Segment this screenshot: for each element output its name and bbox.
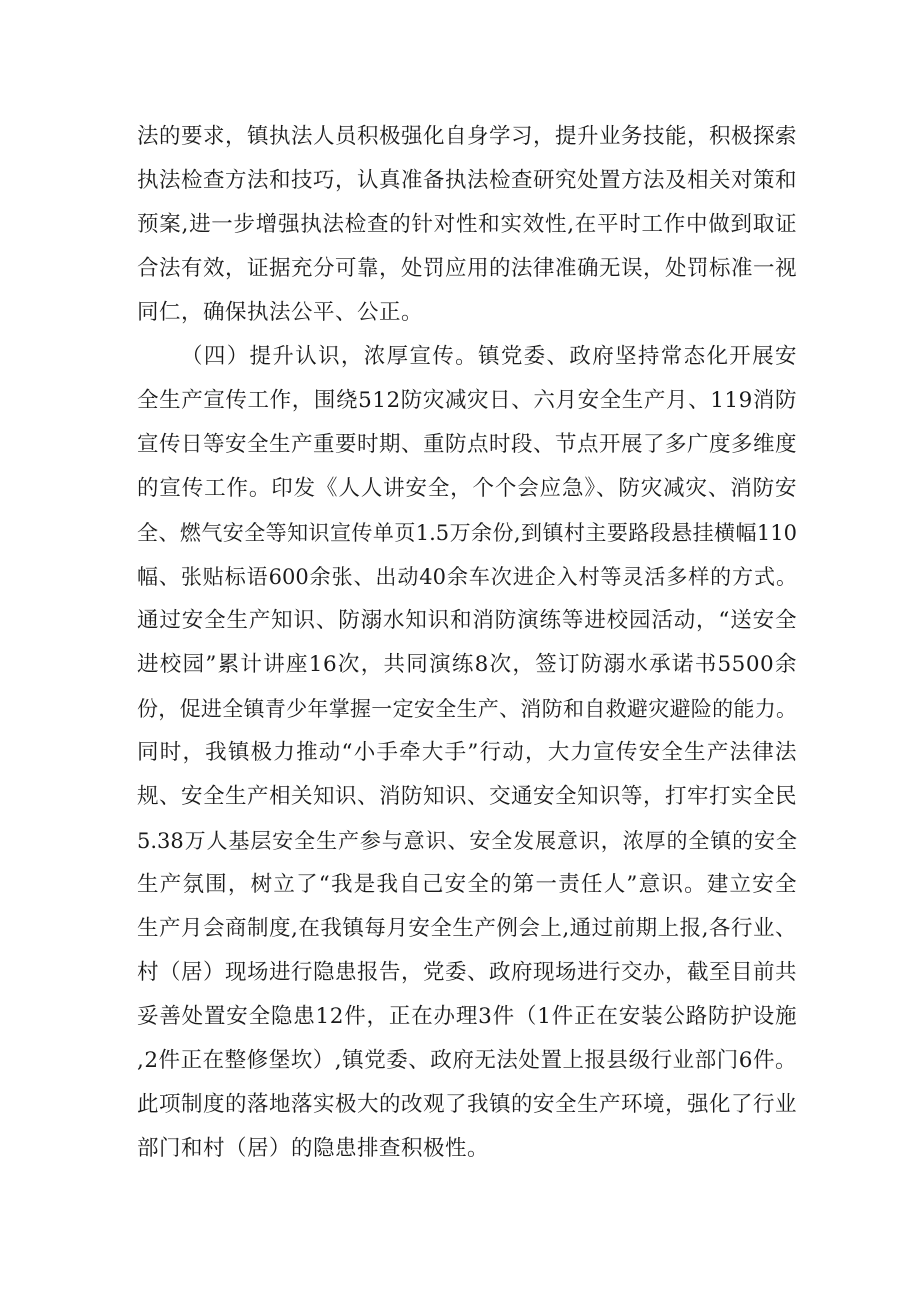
paragraph-2-line-11: 规、安全生产相关知识、消防知识、交通安全知识等，打牢打实全民 — [137, 784, 798, 809]
paragraph-1-line-1: 法的要求，镇执法人员积极强化自身学习，提升业务技能，积极探索 — [137, 124, 798, 149]
paragraph-2-line-3: 宣传日等安全生产重要时期、重防点时段、节点开展了多广度多维度 — [137, 432, 798, 457]
paragraph-2-line-9: 份，促进全镇青少年掌握一定安全生产、消防和自救避灾避险的能力。 — [137, 697, 797, 721]
paragraph-1-line-2: 执法检查方法和技巧，认真准备执法检查研究处置方法及相关对策和 — [137, 168, 798, 193]
paragraph-1-line-4: 合法有效，证据充分可靠，处罚应用的法律准确无误，处罚标准一视 — [137, 256, 798, 281]
paragraph-2-line-18: 此项制度的落地落实极大的改观了我镇的安全生产环境，强化了行业 — [137, 1092, 798, 1117]
paragraph-1-line-3: 预案,进一步增强执法检查的针对性和实效性,在平时工作中做到取证 — [137, 212, 797, 237]
paragraph-2-line-2: 全生产宣传工作，围绕512防灾减灾日、六月安全生产月、119消防 — [137, 388, 797, 413]
paragraph-2-line-19: 部门和村（居）的隐患排查积极性。 — [137, 1136, 490, 1161]
paragraph-2-line-4: 的宣传工作。印发《人人讲安全，个个会应急》、防灾减灾、消防安 — [137, 476, 797, 501]
paragraph-2-line-10: 同时，我镇极力推动“小手牵大手”行动，大力宣传安全生产法律法 — [137, 740, 797, 765]
paragraph-2-line-12: 5.38万人基层安全生产参与意识、安全发展意识，浓厚的全镇的安全 — [137, 829, 797, 853]
paragraph-2-line-13: 生产氛围，树立了“我是我自己安全的第一责任人”意识。建立安全 — [137, 872, 797, 897]
paragraph-2-line-5: 全、燃气安全等知识宣传单页1.5万余份,到镇村主要路段悬挂横幅110 — [137, 521, 797, 545]
paragraph-2-line-15: 村（居）现场进行隐患报告，党委、政府现场进行交办，截至目前共 — [137, 960, 798, 985]
paragraph-2-line-6: 幅、张贴标语600余张、出动40余车次进企入村等灵活多样的方式。 — [137, 565, 797, 589]
paragraph-2-line-8: 进校园”累计讲座16次，共同演练8次，签订防溺水承诺书5500余 — [137, 652, 797, 677]
paragraph-2-line-1: （四）提升认识，浓厚宣传。镇党委、政府坚持常态化开展安 — [181, 344, 797, 369]
paragraph-1-line-5: 同仁，确保执法公平、公正。 — [137, 300, 424, 325]
paragraph-2-line-16: 妥善处置安全隐患12件，正在办理3件（1件正在安装公路防护设施 — [137, 1004, 797, 1029]
paragraph-2-line-7: 通过安全生产知识、防溺水知识和消防演练等进校园活动，“送安全 — [137, 608, 797, 633]
paragraph-2-line-17: ,2件正在整修堡坎）,镇党委、政府无法处置上报县级行业部门6件。 — [137, 1048, 797, 1073]
paragraph-2-line-14: 生产月会商制度,在我镇每月安全生产例会上,通过前期上报,各行业、 — [137, 916, 798, 941]
